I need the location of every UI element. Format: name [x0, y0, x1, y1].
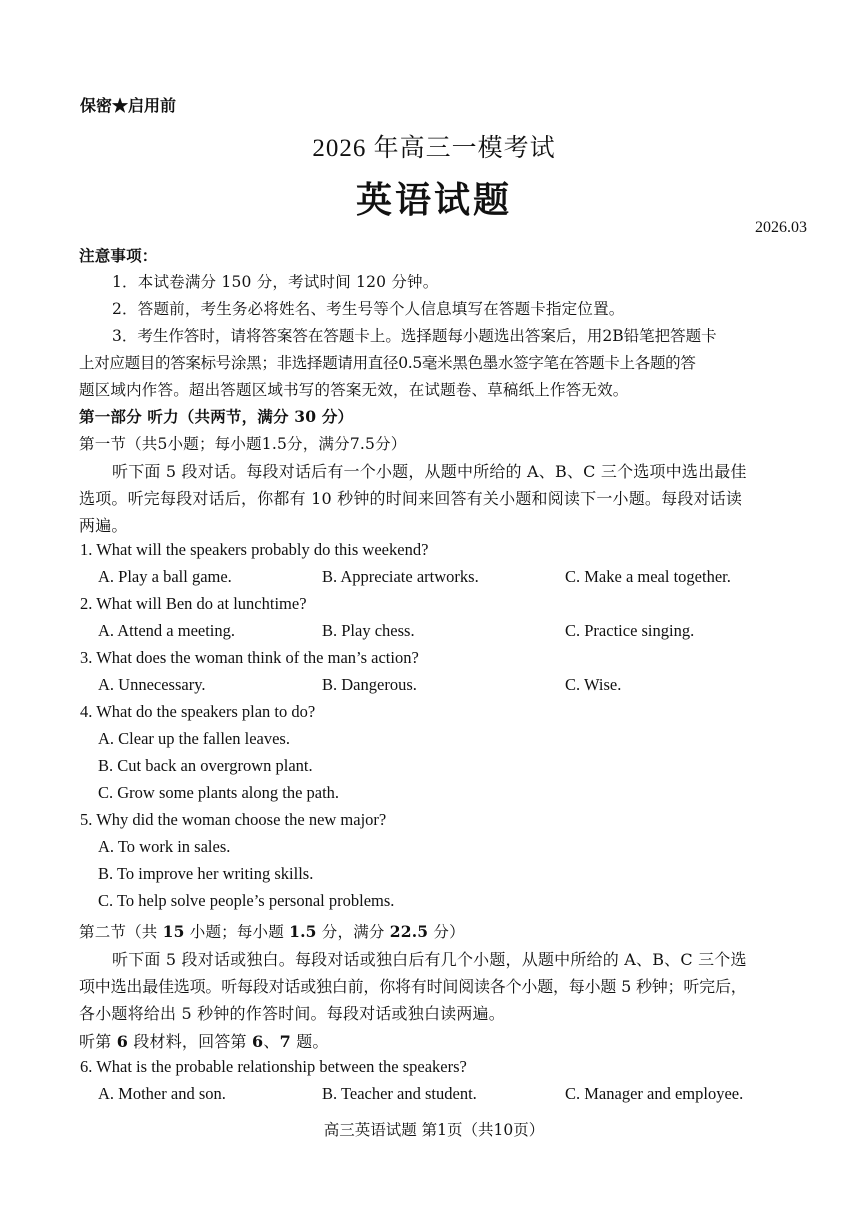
- option-c: C. Make a meal together.: [565, 567, 731, 586]
- section1-instructions-line-2: 选项。听完每段对话后，你都有 10 秒钟的时间来回答有关小题和阅读下一小题。每段对话读: [79, 489, 743, 508]
- question-stem: 6. What is the probable relationship between the speakers?: [80, 1057, 467, 1076]
- question-stem: 1. What will the speakers probably do this weekend?: [80, 540, 429, 559]
- note-item-1: 1．本试卷满分 150 分，考试时间 120 分钟。: [112, 273, 439, 291]
- option-a: A. Clear up the fallen leaves.: [98, 729, 290, 748]
- note-item-3-line-3: 题区域内作答。超出答题区域书写的答案无效，在试题卷、草稿纸上作答无效。: [79, 381, 629, 399]
- option-a: A. Play a ball game.: [98, 567, 232, 586]
- section1-heading: 第一节（共5小题；每小题1.5分，满分7.5分）: [79, 435, 407, 453]
- note-item-2: 2．答题前，考生务必将姓名、考生号等个人信息填写在答题卡指定位置。: [112, 300, 625, 318]
- section2-instructions-line-1: 听下面 5 段对话或独白。每段对话或独白后有几个小题，从题中所给的 A、B、C 三个选: [112, 950, 747, 969]
- option-a: A. Attend a meeting.: [98, 621, 236, 640]
- option-b: B. Cut back an overgrown plant.: [98, 756, 313, 775]
- section2-instructions-line-2: 项中选出最佳选项。听每段对话或独白前，你将有时间阅读各个小题，每小题 5 秒钟；听完后，: [79, 977, 747, 996]
- notes-heading: 注意事项：: [79, 246, 158, 265]
- note-item-3-line-1: 3．考生作答时，请将答案答在答题卡上。选择题每小题选出答案后，用2B铅笔把答题卡: [112, 327, 717, 345]
- section2-heading-prefix: 第二节（共: [79, 923, 163, 941]
- option-c: C. Practice singing.: [565, 621, 695, 640]
- section2-heading-mid1: 小题；每小题: [184, 923, 290, 941]
- question-stem: 5. Why did the woman choose the new major?: [80, 810, 387, 829]
- option-c: C. To help solve people’s personal problems.: [98, 891, 395, 910]
- material-instruction: [79, 1029, 329, 1052]
- option-c: C. Manager and employee.: [565, 1084, 744, 1103]
- option-b: B. Appreciate artworks.: [322, 567, 479, 586]
- option-b: B. Teacher and student.: [322, 1084, 477, 1103]
- section2-score-total: 22.5: [389, 922, 429, 941]
- part1-heading: 第一部分 听力（共两节，满分 30 分）: [79, 407, 354, 426]
- section2-heading-suffix: 分）: [428, 923, 465, 941]
- material-suffix: 题。: [290, 1032, 329, 1051]
- material-number: 6: [116, 1032, 129, 1051]
- section2-instructions-line-3: 各小题将给出 5 秒钟的作答时间。每段对话或独白读两遍。: [79, 1004, 505, 1023]
- material-question-2: 7: [279, 1032, 291, 1051]
- section2-heading: [79, 920, 465, 942]
- section2-heading-mid2: 分，满分: [316, 923, 390, 941]
- option-b: B. To improve her writing skills.: [98, 864, 314, 883]
- section1-instructions-line-3: 两遍。: [79, 516, 128, 535]
- confidential-mark: 保密★启用前: [80, 96, 177, 115]
- question-stem: 3. What does the woman think of the man’s action?: [80, 648, 419, 667]
- section1-instructions-line-1: 听下面 5 段对话。每段对话后有一个小题，从题中所给的 A、B、C 三个选项中选出最佳: [112, 462, 747, 481]
- material-prefix: 听第: [79, 1032, 117, 1051]
- option-b: B. Dangerous.: [322, 675, 417, 694]
- material-question-1: 6: [252, 1032, 264, 1051]
- exam-date: 2026.03: [755, 219, 807, 236]
- option-c: C. Grow some plants along the path.: [98, 783, 340, 802]
- option-a: A. Mother and son.: [98, 1084, 226, 1103]
- subject-title: 英语试题: [355, 180, 512, 221]
- question-stem: 2. What will Ben do at lunchtime?: [80, 594, 307, 613]
- page-footer: 高三英语试题 第1页（共10页）: [323, 1121, 545, 1139]
- material-mid: 段材料，回答第: [128, 1032, 253, 1051]
- note-item-3-line-2: 上对应题目的答案标号涂黑；非选择题请用直径0.5毫米黑色墨水签字笔在答题卡上各题的答: [79, 354, 696, 372]
- option-c: C. Wise.: [565, 675, 622, 694]
- exam-title: 2026 年高三一模考试: [312, 135, 556, 162]
- section2-question-count: 15: [162, 922, 185, 941]
- option-a: A. To work in sales.: [98, 837, 231, 856]
- question-stem: 4. What do the speakers plan to do?: [80, 702, 316, 721]
- material-separator: 、: [263, 1032, 280, 1051]
- option-a: A. Unnecessary.: [98, 675, 206, 694]
- section2-score-each: 1.5: [289, 922, 317, 941]
- option-b: B. Play chess.: [322, 621, 415, 640]
